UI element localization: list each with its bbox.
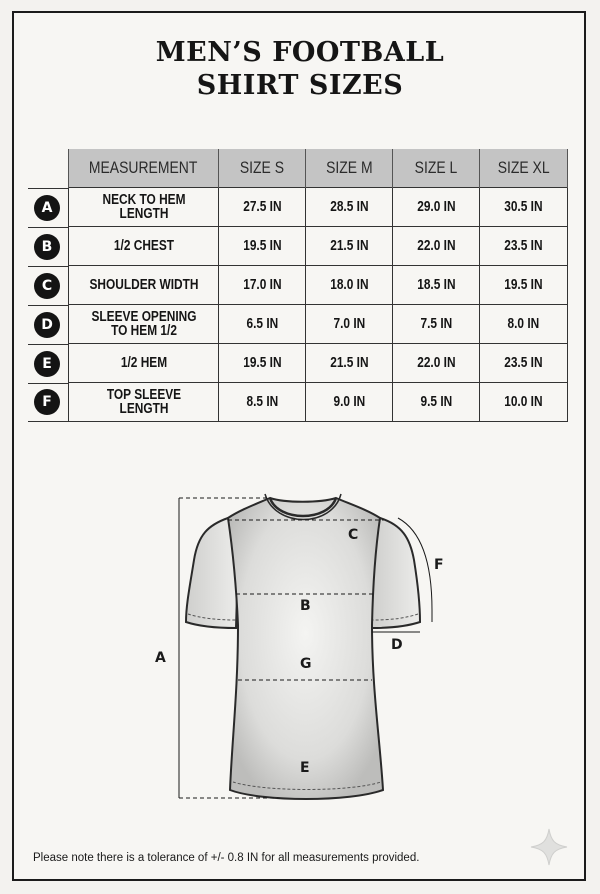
size-l-cell: 9.5 IN: [393, 383, 480, 422]
row-badge-f: F: [34, 389, 60, 415]
header-size-m: SIZE M: [306, 149, 393, 188]
label-g: G: [300, 656, 312, 672]
size-xl-cell: 30.5 IN: [480, 188, 568, 227]
label-c: C: [348, 527, 359, 543]
measurement-cell: 1/2 CHEST: [69, 227, 219, 266]
header-size-xl: SIZE XL: [480, 149, 568, 188]
size-xl-cell: 19.5 IN: [480, 266, 568, 305]
size-s-cell: 19.5 IN: [219, 227, 306, 266]
title-line-2: SHIRT SIZES: [196, 70, 404, 101]
label-d: D: [391, 637, 403, 653]
size-m-cell: 21.5 IN: [306, 344, 393, 383]
size-s-cell: 17.0 IN: [219, 266, 306, 305]
label-f: F: [434, 557, 444, 573]
row-badge-e: E: [34, 351, 60, 377]
size-l-cell: 29.0 IN: [393, 188, 480, 227]
right-sleeve: [372, 518, 420, 628]
row-badge-c: C: [34, 273, 60, 299]
measurement-cell: SHOULDER WIDTH: [69, 266, 219, 305]
size-xl-cell: 8.0 IN: [480, 305, 568, 344]
size-s-cell: 27.5 IN: [219, 188, 306, 227]
size-l-cell: 18.5 IN: [393, 266, 480, 305]
measurement-cell: SLEEVE OPENING TO HEM 1/2: [69, 305, 219, 344]
size-xl-cell: 23.5 IN: [480, 344, 568, 383]
title-line-1: MEN’S FOOTBALL: [155, 37, 445, 68]
size-s-cell: 19.5 IN: [219, 344, 306, 383]
header-size-l: SIZE L: [393, 149, 480, 188]
label-b: B: [300, 598, 311, 614]
size-l-cell: 7.5 IN: [393, 305, 480, 344]
measurement-cell: NECK TO HEM LENGTH: [69, 188, 219, 227]
measurement-cell: TOP SLEEVE LENGTH: [69, 383, 219, 422]
size-s-cell: 6.5 IN: [219, 305, 306, 344]
size-s-cell: 8.5 IN: [219, 383, 306, 422]
label-e: E: [300, 760, 310, 776]
shirt-body: [228, 498, 383, 799]
tolerance-note: Please note there is a tolerance of +/- 0.8 IN for all measurements provided.: [33, 852, 420, 864]
size-l-cell: 22.0 IN: [393, 344, 480, 383]
size-m-cell: 18.0 IN: [306, 266, 393, 305]
size-m-cell: 9.0 IN: [306, 383, 393, 422]
header-measurement: MEASUREMENT: [69, 149, 219, 188]
size-m-cell: 21.5 IN: [306, 227, 393, 266]
size-m-cell: 7.0 IN: [306, 305, 393, 344]
header-size-s: SIZE S: [219, 149, 306, 188]
size-m-cell: 28.5 IN: [306, 188, 393, 227]
measurement-cell: 1/2 HEM: [69, 344, 219, 383]
size-l-cell: 22.0 IN: [393, 227, 480, 266]
label-a: A: [155, 650, 166, 666]
row-badge-d: D: [34, 312, 60, 338]
size-xl-cell: 10.0 IN: [480, 383, 568, 422]
size-xl-cell: 23.5 IN: [480, 227, 568, 266]
row-badge-a: A: [34, 195, 60, 221]
sparkle-icon: [529, 827, 569, 867]
row-badge-b: B: [34, 234, 60, 260]
